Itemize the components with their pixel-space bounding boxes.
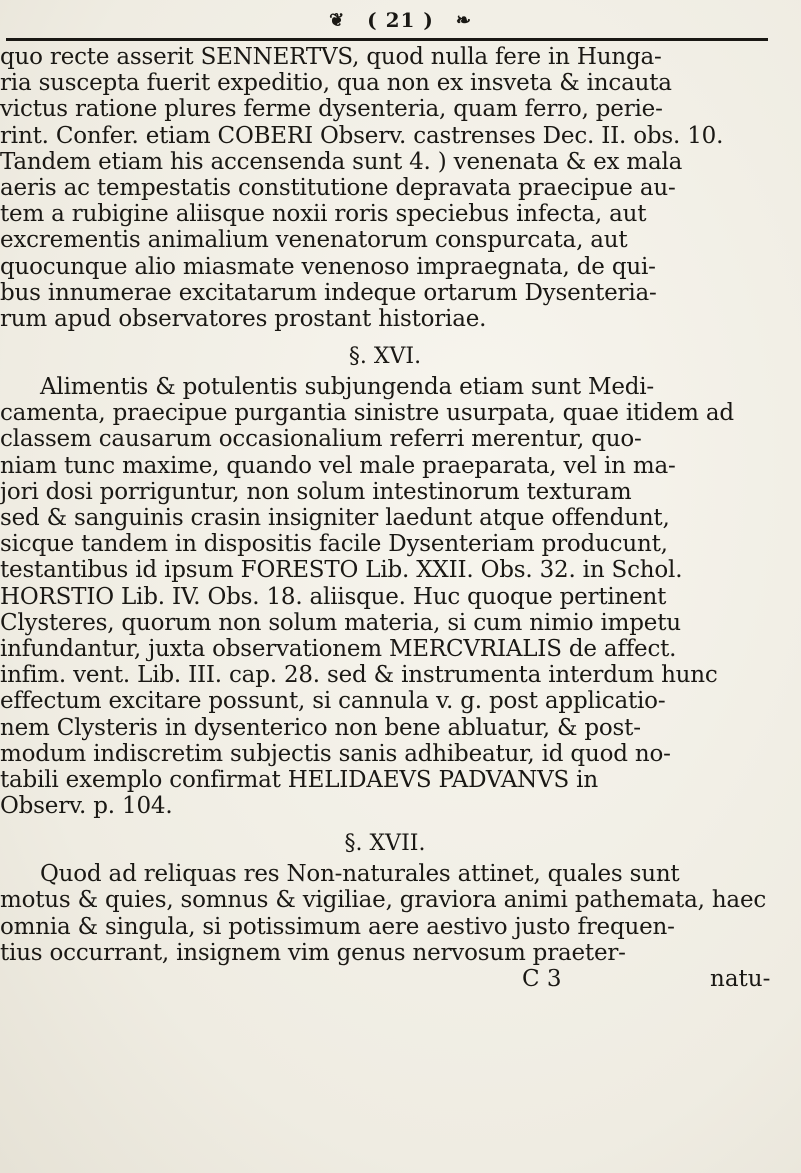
fleuron-left-icon: ❦: [329, 10, 346, 31]
page-number: ( 21 ): [367, 8, 434, 32]
page-header: [0, 8, 801, 32]
text-line: tabili exemplo confirmat HELIDAEVS PADVANVS in: [0, 766, 598, 793]
text-line: quocunque alio miasmate venenoso impraegnata, de qui-: [0, 253, 656, 280]
header-rule: [6, 38, 768, 41]
text-line: niam tunc maxime, quando vel male praeparata, vel in ma-: [0, 452, 676, 479]
catchword: natu-: [710, 966, 771, 992]
text-line: Observ. p. 104.: [0, 793, 173, 820]
text-line: bus innumerae excitatarum indeque ortarum Dysenteria-: [0, 279, 657, 306]
text-line: HORSTIO Lib. IV. Obs. 18. aliisque. Huc quoque pertinent: [0, 583, 667, 610]
text-line: aeris ac tempestatis constitutione depravata praecipue au-: [0, 174, 676, 201]
text-line: motus & quies, somnus & vigiliae, graviora animi pathemata, haec: [0, 887, 767, 914]
text-line: jori dosi porriguntur, non solum intestinorum texturam: [0, 478, 632, 505]
signature-mark: C 3: [522, 966, 562, 992]
section-heading-17: §. XVII.: [344, 831, 426, 857]
text-line: infundantur, juxta observationem MERCVRIALIS de affect.: [0, 635, 677, 662]
text-line: infim. vent. Lib. III. cap. 28. sed & instrumenta interdum hunc: [0, 662, 718, 689]
text-line: camenta, praecipue purgantia sinistre usurpata, quae itidem ad: [0, 400, 734, 427]
text-line: Alimentis & potulentis subjungenda etiam sunt Medi-: [40, 374, 655, 401]
text-line: sicque tandem in dispositis facile Dysenteriam producunt,: [0, 531, 668, 558]
text-line: sed & sanguinis crasin insigniter laedunt atque offendunt,: [0, 505, 670, 531]
text-line: nem Clysteris in dysenterico non bene abluatur, & post-: [0, 714, 641, 741]
text-line: Clysteres, quorum non solum materia, si cum nimio impetu: [0, 609, 681, 636]
body-text: [0, 44, 770, 992]
text-line: Quod ad reliquas res Non-naturales attinet, quales sunt: [40, 861, 680, 888]
text-line: effectum excitare possunt, si cannula v. g. post applicatio-: [0, 688, 666, 715]
text-line: victus ratione plures ferme dysenteria, quam ferro, perie-: [0, 96, 663, 123]
text-line: rint. Confer. etiam COBERI Observ. castrenses Dec. II. obs. 10.: [0, 122, 724, 149]
section-heading-16: §. XVI.: [348, 344, 422, 370]
text-line: tem a rubigine aliisque noxii roris speciebus infecta, aut: [0, 201, 647, 228]
page-footer: [0, 966, 770, 992]
text-line: ria suscepta fuerit expeditio, qua non ex insveta & incauta: [0, 70, 672, 97]
text-line: excrementis animalium venenatorum conspurcata, aut: [0, 227, 628, 254]
text-line: Tandem etiam his accensenda sunt 4. ) venenata & ex mala: [0, 148, 683, 175]
fleuron-right-icon: ❧: [455, 10, 472, 31]
text-line: modum indiscretim subjectis sanis adhibeatur, id quod no-: [0, 740, 671, 767]
text-line: classem causarum occasionalium referri merentur, quo-: [0, 426, 642, 453]
text-line: rum apud observatores prostant historiae.: [0, 305, 487, 332]
text-line: omnia & singula, si potissimum aere aestivo justo frequen-: [0, 913, 675, 940]
text-line: quo recte asserit SENNERTVS, quod nulla fere in Hunga-: [0, 44, 662, 70]
text-line: tius occurrant, insignem vim genus nervosum praeter-: [0, 939, 626, 966]
text-line: testantibus id ipsum FORESTO Lib. XXII. Obs. 32. in Schol.: [0, 557, 683, 584]
